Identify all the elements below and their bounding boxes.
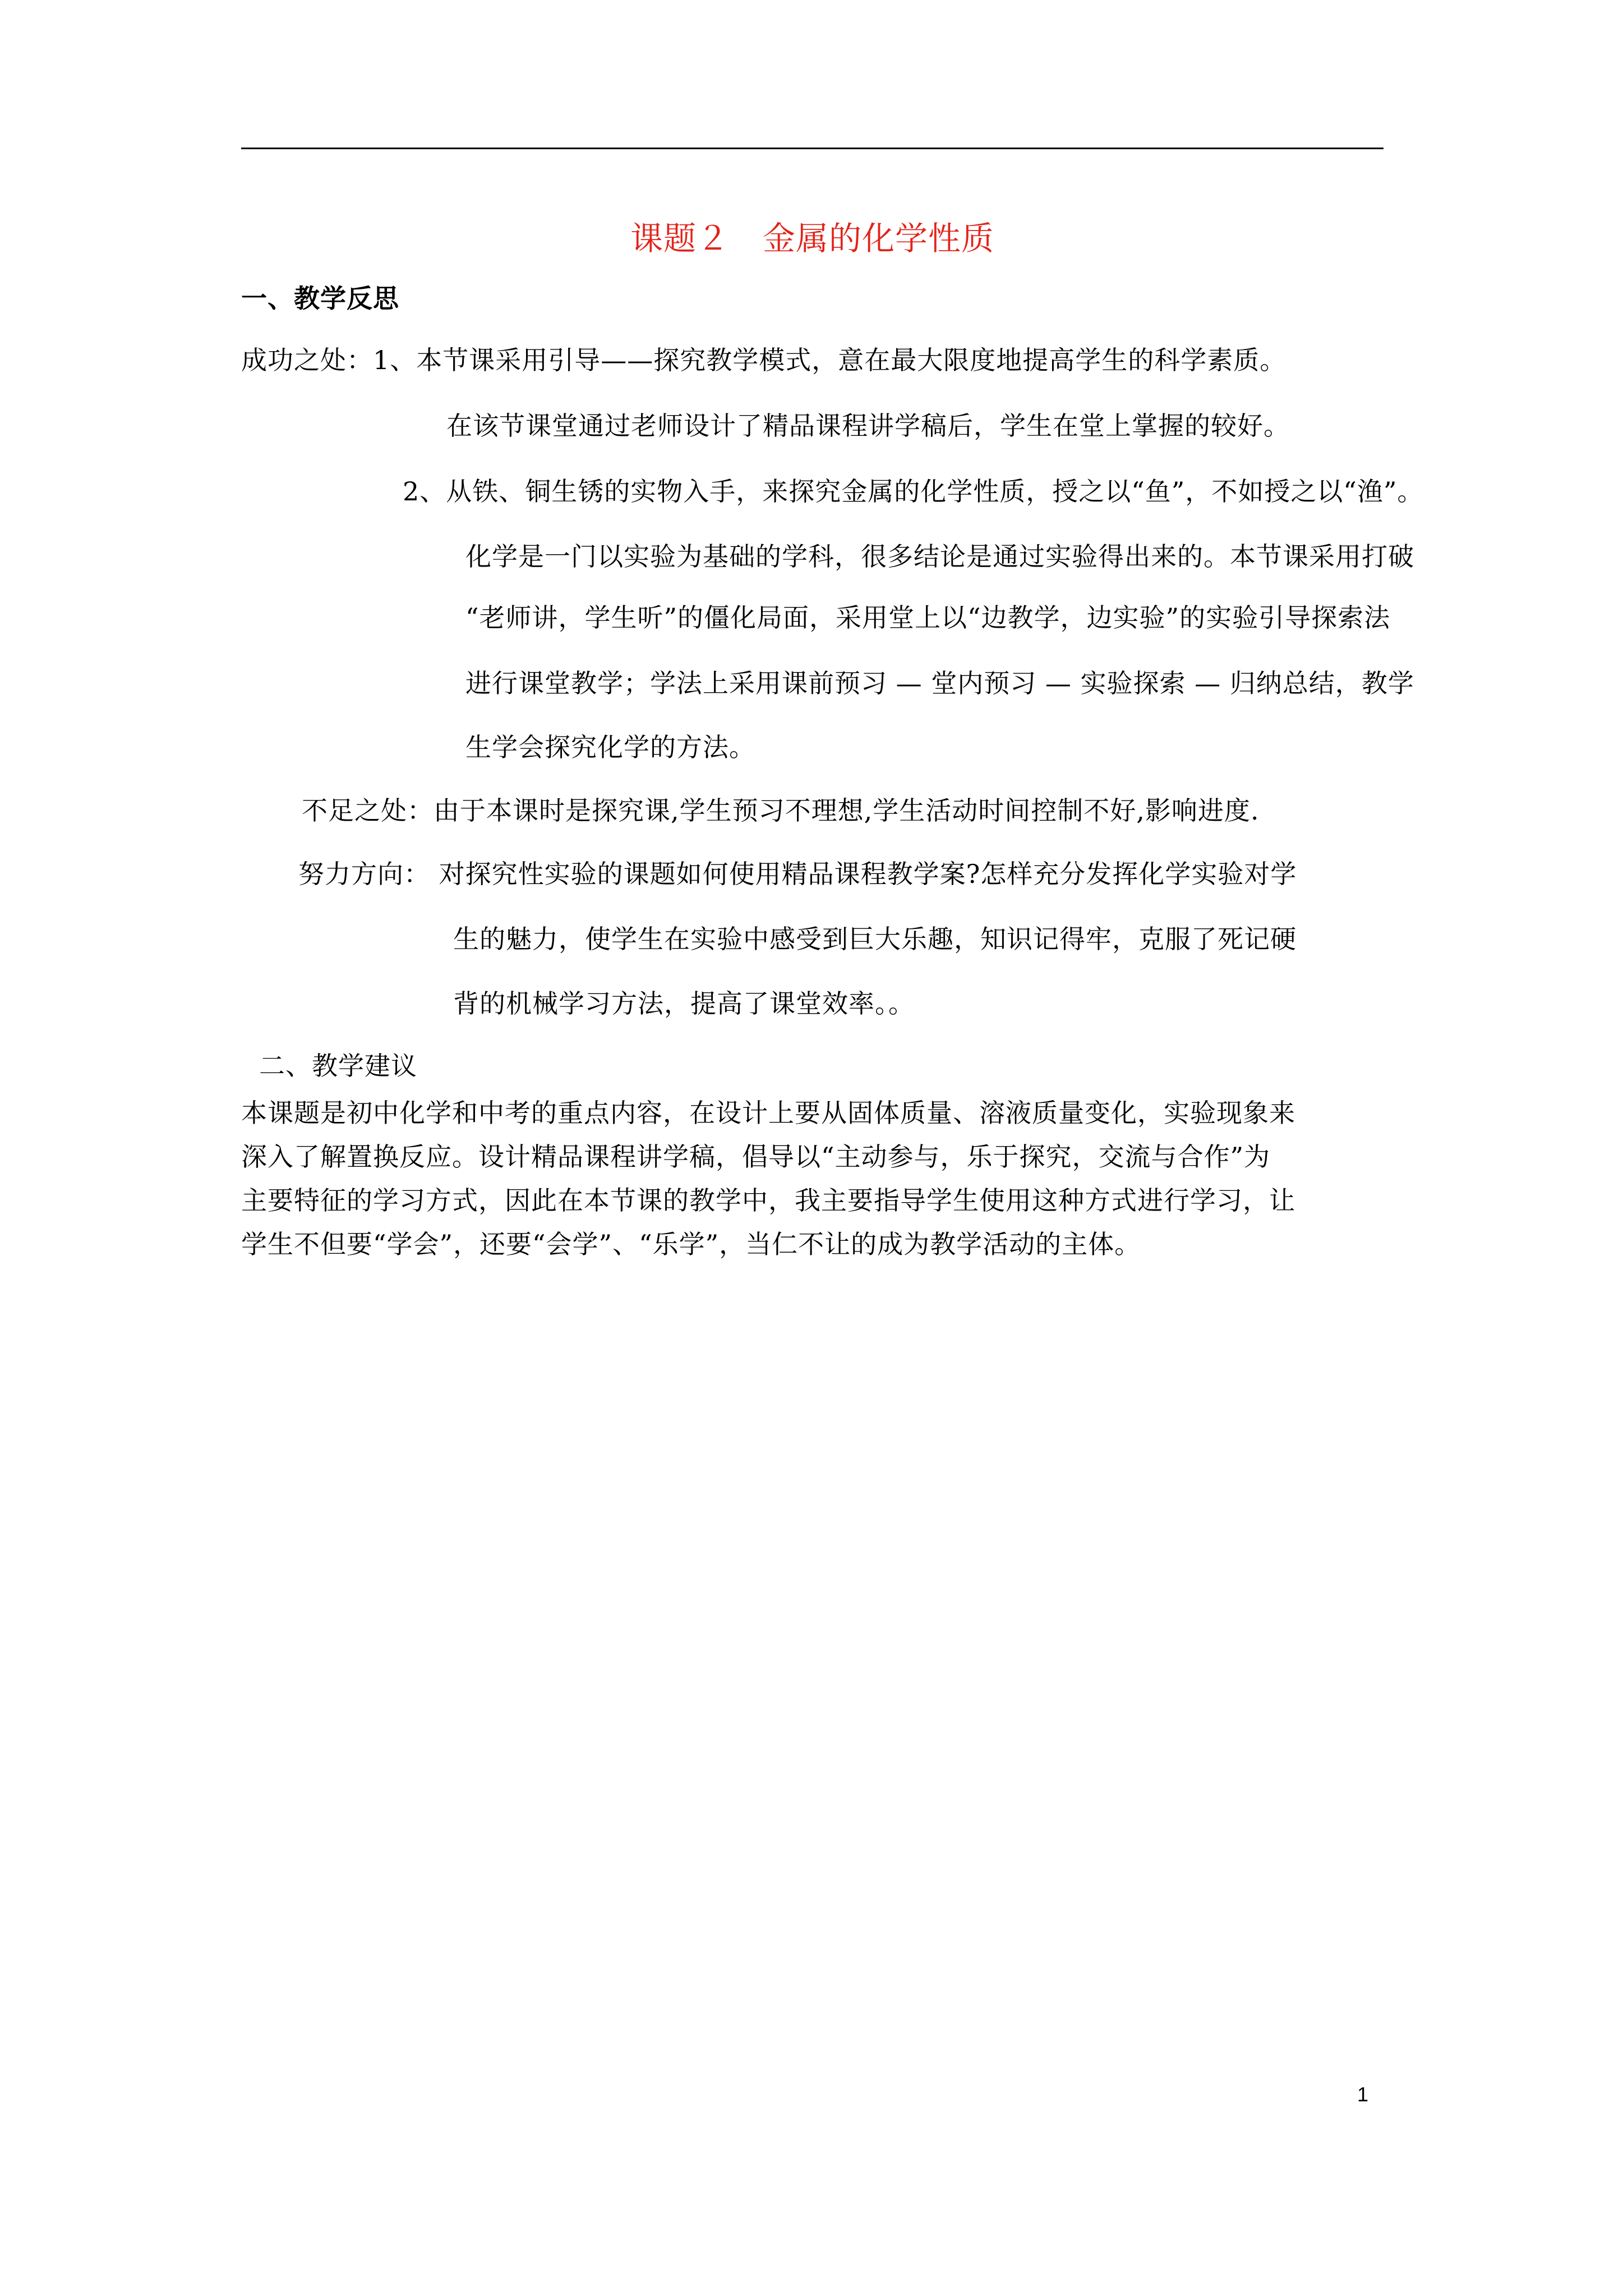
success-line-7: 生学会探究化学的方法。 xyxy=(465,732,755,762)
direction-line-3: 背的机械学习方法，提高了课堂效率。。 xyxy=(453,988,915,1019)
direction-line-2: 生的魅力，使学生在实验中感受到巨大乐趣，知识记得牢，克服了死记硬 xyxy=(453,924,1297,954)
page-title: 课题２ 金属的化学性质 xyxy=(630,219,994,257)
header-divider xyxy=(241,148,1384,149)
section-heading-suggestions: 二、教学建议 xyxy=(259,1051,417,1081)
suggestion-line-1: 本课题是初中化学和中考的重点内容，在设计上要从固体质量、溶液质量变化，实验现象来 xyxy=(241,1098,1295,1128)
success-line-2: 在该节课堂通过老师设计了精品课程讲学稿后，学生在堂上掌握的较好。 xyxy=(446,411,1290,441)
success-line-5: “老师讲，学生听”的僵化局面，采用堂上以“边教学，边实验”的实验引导探索法 xyxy=(465,602,1391,633)
direction-line-1: 努力方向： 对探究性实验的课题如何使用精品课程教学案?怎样充分发挥化学实验对学 xyxy=(298,859,1297,889)
success-line-1: 成功之处：1、本节课采用引导——探究教学模式，意在最大限度地提高学生的科学素质。 xyxy=(241,345,1287,375)
page-number: 1 xyxy=(1357,2083,1369,2106)
success-line-4: 化学是一门以实验为基础的学科，很多结论是通过实验得出来的。本节课采用打破 xyxy=(465,541,1414,572)
suggestion-line-3: 主要特征的学习方式，因此在本节课的教学中，我主要指导学生使用这种方式进行学习，让 xyxy=(241,1185,1295,1216)
success-line-6: 进行课堂教学；学法上采用课前预习 — 堂内预习 — 实验探索 — 归纳总结，教学 xyxy=(465,668,1414,698)
section-heading-reflection: 一、教学反思 xyxy=(241,283,399,314)
success-line-3: 2、从铁、铜生锈的实物入手，来探究金属的化学性质，授之以“鱼”，不如授之以“渔”。 xyxy=(403,476,1424,507)
suggestion-line-4: 学生不但要“学会”，还要“会学”、“乐学”，当仁不让的成为教学活动的主体。 xyxy=(241,1229,1141,1259)
shortcoming-line: 不足之处：由于本课时是探究课,学生预习不理想,学生活动时间控制不好,影响进度. xyxy=(302,795,1260,826)
suggestion-line-2: 深入了解置换反应。设计精品课程讲学稿，倡导以“主动参与，乐于探究，交流与合作”为 xyxy=(241,1142,1271,1172)
